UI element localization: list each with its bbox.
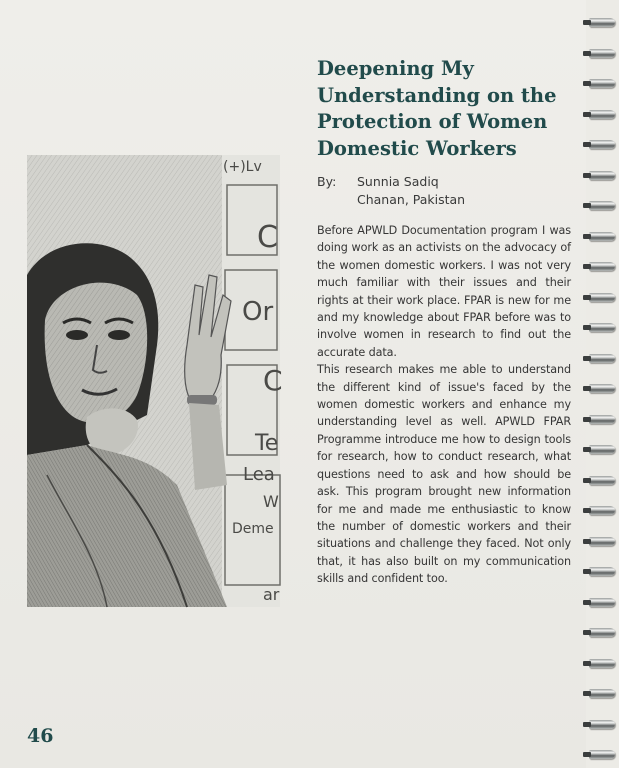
binding-ring <box>589 79 615 88</box>
binding-ring <box>589 445 615 454</box>
binding-ring <box>589 49 615 58</box>
author-photo <box>27 155 283 607</box>
article-body <box>317 222 571 588</box>
binding-ring <box>589 232 615 241</box>
board-text-6: W <box>263 492 279 511</box>
board-text-1: C <box>257 220 278 255</box>
author-info <box>357 173 465 209</box>
binding-ring <box>589 750 615 759</box>
board-text-4: Te <box>255 431 279 456</box>
binding-ring <box>589 323 615 332</box>
binding-ring <box>589 262 615 271</box>
binding-ring <box>589 110 615 119</box>
binding-ring <box>589 598 615 607</box>
body-paragraph-2: This research makes me able to understand the different kind of issue's faced by the women domestic workers and enhance my understanding level as well. APWLD FPAR Programme introduce me how to design tools for research, how to conduct research, what questions need to ask and how should be ask. This program brought new information for me and made me enthusiastic to know the number of domestic workers and their situations and challenge they faced. Not only that, it has also built on my communication skills and confident too. <box>317 363 571 586</box>
author-location: Chanan, Pakistan <box>357 192 466 207</box>
spiral-binding <box>586 0 619 768</box>
board-text-3: C <box>263 364 283 397</box>
board-text-8: ar <box>263 585 280 604</box>
page-number: 46 <box>27 725 54 747</box>
binding-ring <box>589 689 615 698</box>
binding-ring <box>589 628 615 637</box>
body-paragraph-1: Before APWLD Documentation program I was doing work as an activists on the advocacy of the women domestic workers. I was not very much familiar with their issues and their rights at their work place. FPAR is new for me and my knowledge about FPAR before was to involve women in research to find out the accurate data. <box>317 224 571 359</box>
binding-ring <box>589 720 615 729</box>
binding-ring <box>589 18 615 27</box>
binding-ring <box>589 384 615 393</box>
author-name: Sunnia Sadiq <box>357 174 439 189</box>
binding-ring <box>589 415 615 424</box>
board-text-0: (+)Lv <box>223 159 262 175</box>
by-label: By: <box>317 174 337 189</box>
board-text-7: Deme <box>232 521 274 537</box>
board-text-2: Or <box>242 297 274 327</box>
binding-ring <box>589 506 615 515</box>
board-text-5: Lea <box>243 464 275 485</box>
sketch-portrait-image <box>27 155 283 607</box>
binding-ring <box>589 537 615 546</box>
binding-ring <box>589 476 615 485</box>
binding-ring <box>589 567 615 576</box>
binding-ring <box>589 171 615 180</box>
binding-ring <box>589 293 615 302</box>
binding-ring <box>589 201 615 210</box>
binding-ring <box>589 354 615 363</box>
binding-ring <box>589 140 615 149</box>
binding-ring <box>589 659 615 668</box>
article-title: Deepening My Understanding on the Protection of Women Domestic Workers <box>317 57 557 160</box>
